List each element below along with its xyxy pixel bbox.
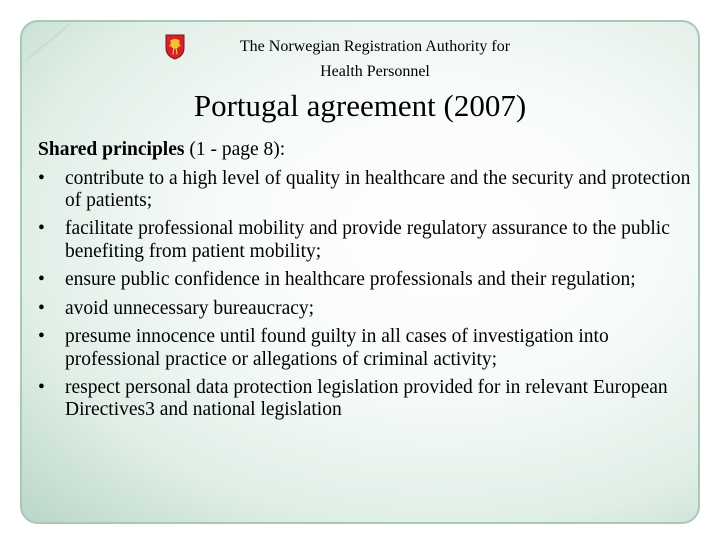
organization-name-line1: The Norwegian Registration Authority for [239,38,511,55]
bullet: • [38,377,45,399]
list-item-text: respect personal data protection legislation provided for in relevant European Directives3 and national legislation [65,377,668,421]
organization-name-line2: Health Personnel [320,63,430,80]
list-item [38,377,698,421]
principles-heading-bold: Shared principles [38,139,185,160]
bullet: • [38,269,45,291]
principles-heading [38,139,698,161]
norwegian-coat-of-arms-icon [165,34,185,60]
list-item-text: contribute to a high level of quality in healthcare and the security and protection of patients; [65,167,691,211]
list-item-text: avoid unnecessary bureaucracy; [65,297,315,319]
list-item-text: facilitate professional mobility and provide regulatory assurance to the public benefiting from patient mobility; [65,218,670,262]
bullet: • [38,167,45,189]
list-item [38,218,698,262]
bullet: • [38,297,45,319]
list-item-text: ensure public confidence in healthcare professionals and their regulation; [65,269,636,291]
principles-list [38,168,698,422]
list-item [38,326,698,370]
slide-content [38,139,698,428]
list-item [38,298,698,320]
principles-heading-reference: (1 - page 8): [184,139,286,160]
decorative-diagonal-line [24,22,72,62]
list-item-text: presume innocence until found guilty in all cases of investigation into professional practice or allegations of criminal activity; [65,326,609,370]
organization-name [190,34,560,84]
bullet: • [38,218,45,240]
bullet: • [38,326,45,348]
list-item [38,269,698,291]
list-item [38,168,698,212]
slide-title: Portugal agreement (2007) [193,88,527,123]
